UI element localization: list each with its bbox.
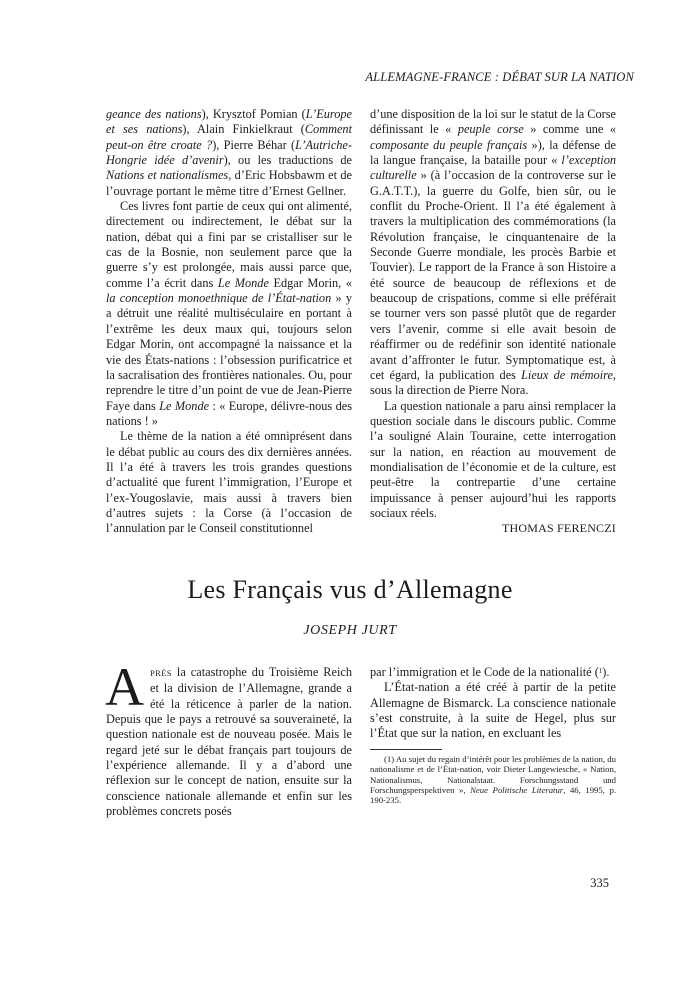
italic-text: la conception monoethnique de l’État-nation (106, 291, 332, 306)
italic-text: Comment peut-on être croate ? (106, 122, 352, 152)
footnote-divider (370, 749, 442, 750)
paragraph (106, 199, 352, 429)
text-run: ), Krysztof Pomian ( (201, 107, 306, 121)
text-run: (1) Au sujet du regain d’intérêt pour les problèmes de la nation, du nationalisme et de l’État-nation, voir Dieter Langewiesche, « Nation, Nationalismus, Nationalstaat. Forschungsstand und Forschungsperspektiven », (370, 753, 616, 795)
first-article-left-column (106, 107, 352, 537)
text-run: ), Alain Finkielkraut ( (182, 122, 305, 137)
paragraph (106, 107, 352, 199)
small-caps-lead: PRÈS (150, 668, 172, 678)
text-run: ), Pierre Béhar ( (212, 137, 296, 152)
text-run: , sous la direction de Pierre Nora. (370, 367, 616, 398)
text-run: d’une disposition de la loi sur le statut de la Corse définissant le « (370, 107, 616, 137)
paragraph (370, 399, 616, 522)
first-article-right-column (370, 107, 616, 537)
text-run: ), ou les traductions de (223, 153, 352, 168)
italic-text: L’Europe et ses nations (106, 107, 352, 137)
italic-text: l’exception culturelle (370, 153, 616, 183)
running-head: ALLEMAGNE-FRANCE : DÉBAT SUR LA NATION (365, 70, 634, 84)
text-run: , d’Eric Hobsbawm et de l’ouvrage portant le même titre d’Ernest Gellner. (106, 168, 353, 198)
drop-cap: A (105, 657, 144, 717)
italic-text: peuple corse (457, 122, 524, 137)
text-run: , 46, 1995, p. 190-235. (370, 784, 616, 806)
paragraph-text: ). (602, 665, 610, 679)
article-author: JOSEPH JURT (303, 623, 397, 638)
paragraph (105, 657, 352, 819)
italic-text: composante du peuple français (370, 137, 528, 152)
paragraph-text: la catastrophe du Troisième Reich et la division de l’Allemagne, grande a été la réticence à parler de la nation. Depuis que le pays a retrouvé sa souveraineté, la question nationale est de nouveau posée. Mais le regard jeté sur le débat français part toujours de l’expérience allemande. Il y a d’abord une réflexion sur le concept de nation, ensuite sur la conscience nationale allemande et enfin sur les problèmes concrets posés (106, 665, 352, 819)
italic-text: Le Monde (159, 398, 210, 413)
text-run: »), la défense de la langue française, la bataille pour « (370, 137, 616, 168)
page-number: 335 (590, 876, 609, 890)
second-article-left-column (105, 657, 352, 819)
text-run: Le thème de la nation a été omniprésent dans le débat public au cours des dix dernières années. Il l’a été à travers les trois grandes questions d’actualité que furent l’immigration, l’Europe et l’ex-Yougoslavie, mais aussi à travers bien d’autres sujets : la Corse (à l’occasion de l’annulation par le Conseil constitutionnel (106, 429, 352, 536)
italic-text: L’Autriche-Hongrie idée d’avenir (106, 137, 352, 168)
text-run: » y a détruit une réalité multiséculaire en portant à l’extrême les deux maux qui, toujours selon Edgar Morin, ont accompagné la naissance et la vie des États-nations : l’obsession purificatrice et la sacralisation des frontières nationales. Ou, pour reprendre le titre d’un point de vue de Jean-Pierre Faye dans (106, 291, 352, 413)
text-run: Edgar Morin, « (268, 275, 352, 290)
article-title: Les Français vus d’Allemagne (187, 575, 513, 604)
text-run: La question nationale a paru ainsi remplacer la question sociale dans le discours public. Comme l’a souligné Alain Touraine, cette interrogation sur la nation, en réaction au mouvement de mondialisation de l’économie et de la culture, est peut-être la contrepartie d’une certaine impuissance à penser aujourd’hui les rapports sociaux réels. (370, 398, 616, 520)
author-signature: THOMAS FERENCZI (501, 521, 616, 536)
italic-text: geance des nations (106, 107, 202, 121)
footnote (370, 754, 616, 806)
paragraph-text: par l’immigration et le Code de la nationalité ( (370, 665, 599, 679)
italic-text: Le Monde (217, 275, 269, 290)
footnote-ref: 1 (598, 667, 603, 675)
text-run: : « Europe, délivre-nous des nations ! » (106, 398, 352, 428)
italic-text: Nations et nationalismes (106, 168, 229, 183)
text-run: Ces livres font partie de ceux qui ont alimenté, directement ou indirectement, le débat sur la nation, débat qui a fini par se cristalliser sur le cas de la Bosnie, non seulement parce que la guerre s’y est prolongée, mais aussi parce que, comme l’a écrit dans (106, 199, 352, 290)
paragraph (370, 107, 616, 399)
text-run: » comme une « (523, 122, 616, 137)
paragraph (106, 429, 352, 536)
italic-text: Neue Politische Literatur (470, 784, 564, 795)
paragraph: L’État-nation a été créé à partir de la petite Allemagne de Bismarck. La conscience nationale s’est construite, à la suite de Hegel, plus sur l’État que sur la nation, en excluant les (370, 680, 616, 741)
text-run: » (à l’occasion de la controverse sur le G.A.T.T.), la guerre du Golfe, bien sûr, ou le conflit du Proche-Orient. Il l’a été également à travers la multiplication des commémorations (la Révolution française, le cinquantenaire de la Seconde Guerre mondiale, les procès Barbie et Touvier). Le rapport de la France à son Histoire a été source de beaucoup de réflexions et de beaucoup de crispations, comme si elle préférait se tourner vers son passé plutôt que de regarder vers l’avenir, comme si elle avait besoin de réaffirmer ou de redéfinir son identité nationale avant d’affronter le futur. Symptomatique est, à cet égard, la publication des (370, 168, 616, 382)
paragraph (370, 665, 616, 680)
second-article-right-column (370, 665, 616, 806)
italic-text: Lieux de mémoire (521, 367, 613, 382)
